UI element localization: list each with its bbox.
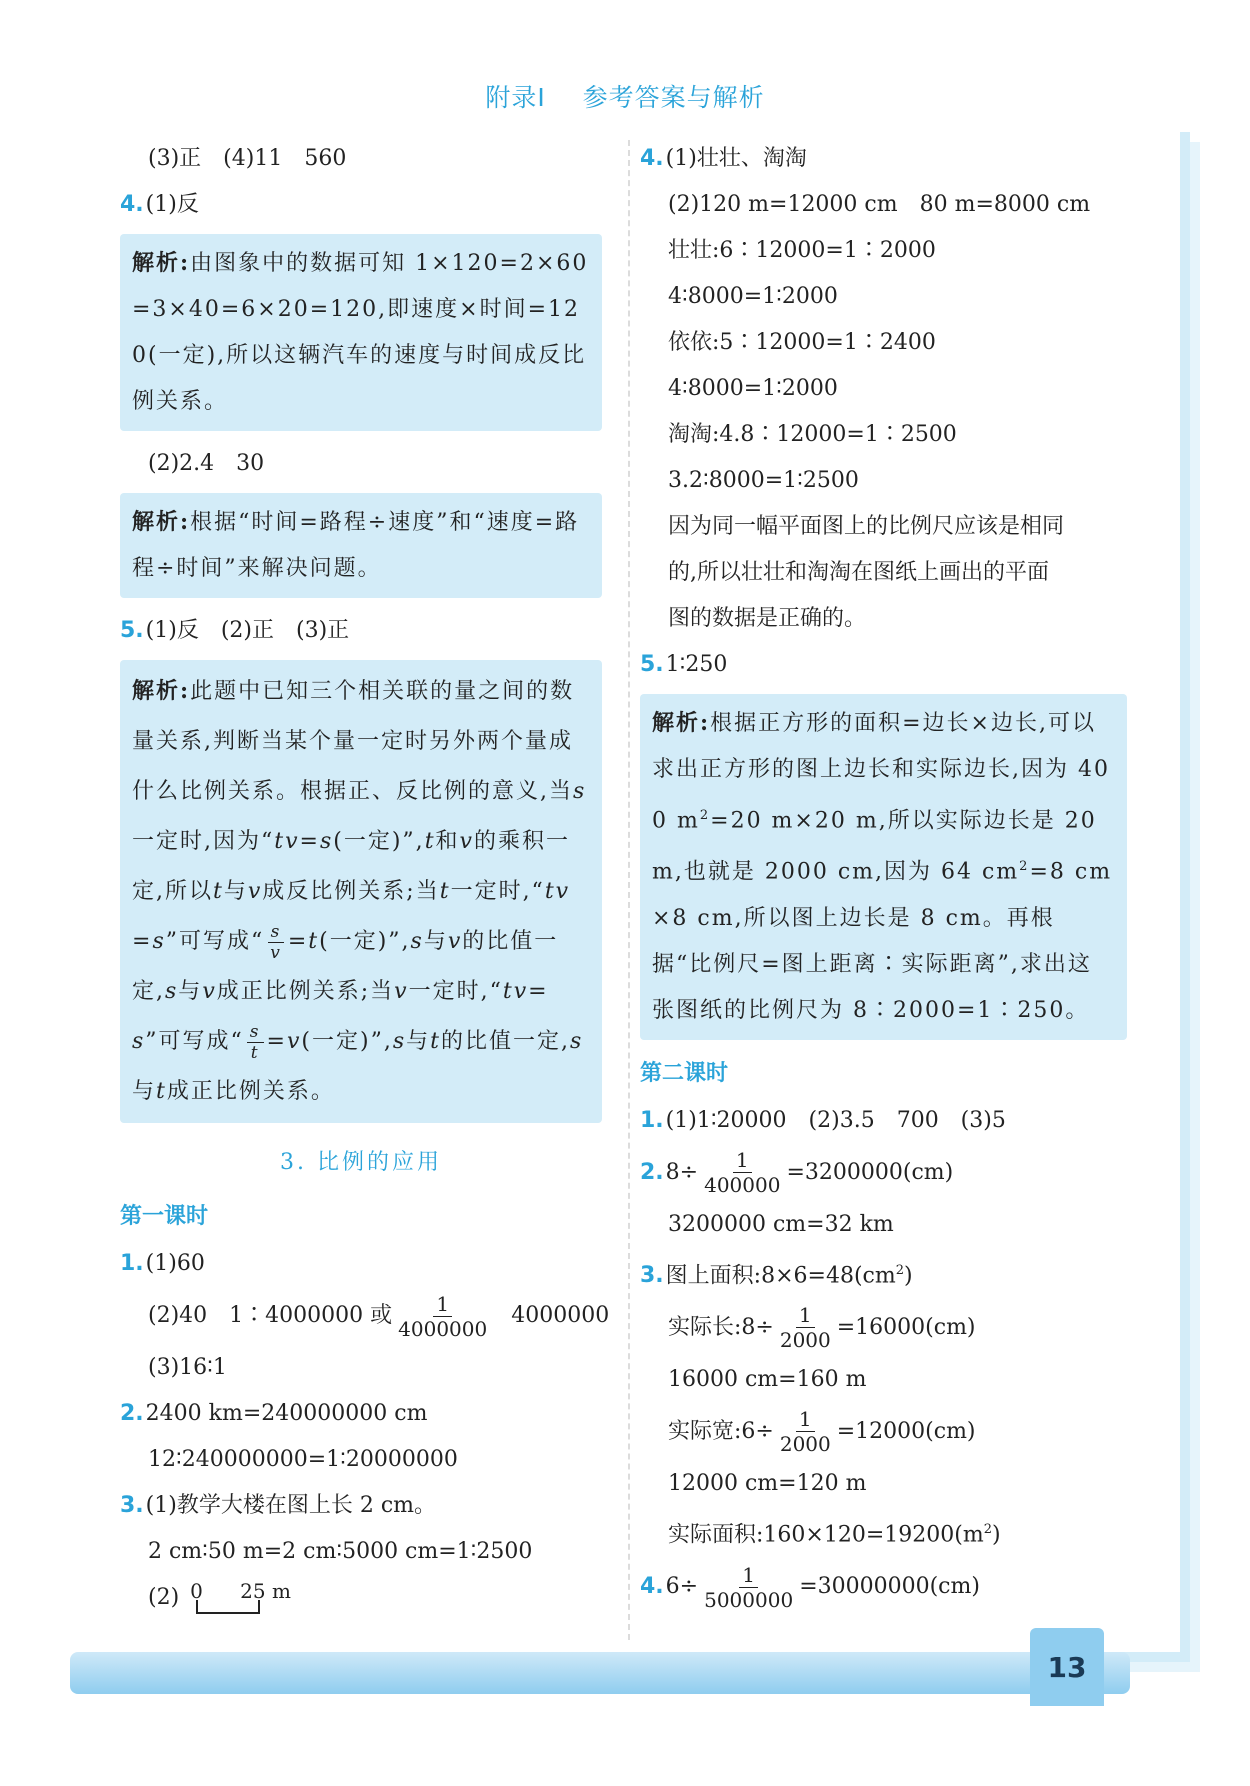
var-t: t <box>213 879 224 904</box>
var-s: s <box>132 1029 146 1054</box>
fraction-numerator: 1 <box>739 1563 758 1588</box>
scale-label-zero: 0 <box>190 1579 203 1603</box>
explanation-text: 和 <box>435 829 460 854</box>
answer-line: 16000 cm=160 m <box>668 1366 867 1392</box>
question-5 <box>640 642 1127 688</box>
fraction <box>267 922 285 963</box>
question-number: 2. <box>120 1401 144 1426</box>
explanation-text: 成反比例关系;当 <box>262 879 440 904</box>
explanation-text: (一定)”, <box>301 1029 393 1054</box>
answer-text: 8÷ <box>665 1159 699 1185</box>
answer-text: 实际宽:6÷ <box>668 1418 774 1444</box>
var-v: v <box>394 979 409 1004</box>
question-number: 4. <box>640 1574 664 1600</box>
question-number: 3. <box>120 1493 144 1518</box>
explanation-text: 根据“时间=路程÷速度”和“速度=路程÷时间”来解决问题。 <box>132 510 580 581</box>
explanation-text: 的乘积一定,所以 <box>132 829 570 904</box>
explanation-label: 解析: <box>132 250 191 276</box>
answer-text: (1)1∶20000 (2)3.5 700 (3)5 <box>665 1107 1006 1133</box>
superscript: 2 <box>1019 859 1030 875</box>
answer-line: 因为同一幅平面图上的比例尺应该是相同 <box>668 514 1065 539</box>
var-t: t <box>430 1029 441 1054</box>
explanation-text: 与 <box>178 979 203 1004</box>
explanation-text: (一定)”, <box>333 829 425 854</box>
answer-line <box>120 1575 602 1621</box>
var-s: s <box>152 929 166 954</box>
var-s: s <box>165 979 179 1004</box>
var-s: s <box>392 1029 407 1054</box>
answer-line: 依依:5∶12000=1∶2400 <box>668 330 936 355</box>
question-number: 5. <box>640 652 664 677</box>
explanation-text: = <box>266 1029 287 1054</box>
answer-line: 的,所以壮壮和淘淘在图纸上画出的平面 <box>668 560 1049 585</box>
fraction-denominator: 4000000 <box>398 1316 488 1341</box>
answer-text: 4000000 <box>511 1303 610 1328</box>
header-title: 参考答案与解析 <box>582 83 765 112</box>
answer-text: ) <box>991 1522 1001 1548</box>
answer-line: 4∶8000=1∶2000 <box>668 284 838 309</box>
answer-text: 1∶250 <box>665 652 728 677</box>
answer-line: 淘淘:4.8∶12000=1∶2500 <box>668 422 957 447</box>
question-number: 1. <box>640 1107 664 1133</box>
question-number: 1. <box>120 1251 144 1276</box>
question-number: 4. <box>640 146 664 171</box>
explanation-text: ”可写成“ <box>165 929 265 954</box>
explanation-text: = <box>299 829 320 854</box>
question-4 <box>640 136 1127 182</box>
explanation-text: 成正比例关系;当 <box>216 979 395 1004</box>
question-2 <box>640 1144 1127 1202</box>
scale-bar <box>186 1579 291 1616</box>
page-number: 13 <box>1030 1628 1104 1706</box>
explanation-text: = <box>132 929 153 954</box>
explanation-box <box>120 234 602 431</box>
explanation-text: 由图象中的数据可知 1×120=2×60=3×40=6×20=120,即速度×时间=120(一定),所以这辆汽车的速度与时间成反比例关系。 <box>132 251 589 414</box>
var-tv: tv <box>544 879 571 904</box>
explanation-box <box>640 694 1127 1040</box>
lesson-heading: 第二课时 <box>640 1060 729 1086</box>
explanation-text: 的比值一定, <box>132 929 559 1004</box>
question-number: 4. <box>120 192 144 217</box>
explanation-text: 成正比例关系。 <box>166 1079 335 1104</box>
answer-text: (1)壮壮、淘淘 <box>665 146 807 171</box>
lesson-heading: 第一课时 <box>120 1204 209 1229</box>
answer-text: 实际长:8÷ <box>668 1314 774 1340</box>
fraction <box>777 1407 834 1456</box>
column-divider <box>628 140 630 1640</box>
answer-text: (1)60 <box>145 1251 205 1276</box>
question-4 <box>120 182 602 228</box>
fraction <box>701 1148 783 1197</box>
explanation-text: =8 cm×8 cm,所以图上边长是 8 cm。再根据“比例尺=图上距离∶实际距离”,求出这张图纸的比例尺为 8∶2000=1∶250。 <box>652 859 1113 1023</box>
fraction-denominator: 400000 <box>704 1173 781 1198</box>
var-s: s <box>569 1029 584 1054</box>
fraction <box>395 1292 490 1341</box>
var-s: s <box>410 929 424 954</box>
explanation-label: 解析: <box>132 509 191 535</box>
answer-line: (3)16∶1 <box>148 1355 227 1380</box>
question-3 <box>640 1248 1127 1299</box>
answer-line: 12∶240000000=1∶20000000 <box>148 1447 458 1472</box>
var-t: t <box>308 929 320 954</box>
question-1 <box>120 1241 602 1287</box>
answer-text: (1)反 <box>145 192 199 217</box>
var-v: v <box>459 829 474 854</box>
var-v: v <box>447 929 463 954</box>
answer-line: 3.2∶8000=1∶2500 <box>668 468 859 493</box>
explanation-text: = <box>528 979 549 1004</box>
explanation-text: 与 <box>423 929 448 954</box>
superscript: 2 <box>983 1521 992 1537</box>
answer-line: 2 cm∶50 m=2 cm∶5000 cm=1∶2500 <box>148 1539 533 1564</box>
var-t: t <box>439 879 451 904</box>
right-column <box>640 136 1127 1616</box>
section-title: 3. 比例的应用 <box>280 1150 442 1175</box>
superscript: 2 <box>699 808 711 823</box>
fraction <box>777 1303 834 1352</box>
header-appendix: 附录Ⅰ <box>485 83 546 112</box>
fraction-numerator: 1 <box>733 1148 752 1173</box>
var-t: t <box>156 1079 167 1104</box>
answer-text: (1)教学大楼在图上长 2 cm。 <box>145 1493 437 1518</box>
fraction-numerator: 1 <box>796 1407 815 1432</box>
fraction-denominator: 2000 <box>779 1328 831 1353</box>
answer-line: 3200000 cm=32 km <box>668 1211 894 1237</box>
fraction-numerator: s <box>270 921 282 942</box>
answer-text: =3200000(cm) <box>786 1159 954 1185</box>
page-header <box>0 78 1250 114</box>
fraction <box>247 1022 264 1063</box>
answer-line: 4∶8000=1∶2000 <box>668 376 838 401</box>
answer-text: ) <box>904 1262 913 1288</box>
var-tv: tv <box>502 979 529 1004</box>
fraction-denominator: t <box>250 1042 260 1063</box>
fraction-numerator: s <box>249 1021 261 1042</box>
fraction-denominator: 5000000 <box>704 1587 794 1612</box>
explanation-text: 与 <box>406 1029 431 1054</box>
scale-line <box>196 1600 260 1614</box>
fraction-denominator: v <box>270 942 282 963</box>
question-2 <box>120 1391 602 1437</box>
answer-text: (2) <box>148 1585 180 1610</box>
answer-text: 图上面积:8×6=48(cm <box>665 1262 896 1288</box>
answer-text: (1)反 (2)正 (3)正 <box>145 618 350 643</box>
question-number: 3. <box>640 1262 664 1288</box>
explanation-text: =20 m×20 m,所以实际边长是 20 m,也就是 2000 cm,因为 64 cm <box>652 808 1097 885</box>
explanation-box <box>120 660 602 1123</box>
answer-text: 实际面积:160×120=19200(m <box>668 1522 984 1548</box>
answer-text: =12000(cm) <box>836 1418 976 1444</box>
question-number: 2. <box>640 1159 664 1185</box>
answer-line: 12000 cm=120 m <box>668 1470 867 1496</box>
answer-line: (2)2.4 30 <box>148 451 265 476</box>
explanation-text: 一定时,因为“ <box>132 829 275 854</box>
explanation-text: (一定)”, <box>319 929 411 954</box>
answer-text: =30000000(cm) <box>799 1574 980 1600</box>
answer-text: 2400 km=240000000 cm <box>145 1401 428 1426</box>
fraction-denominator: 2000 <box>779 1432 831 1457</box>
var-tv: tv <box>274 829 300 854</box>
explanation-text: 与 <box>223 879 248 904</box>
var-s: s <box>319 829 334 854</box>
answer-line <box>120 1287 610 1345</box>
explanation-text: 与 <box>132 1079 157 1104</box>
explanation-label: 解析: <box>652 710 711 736</box>
var-v: v <box>286 1029 302 1054</box>
explanation-text: ”可写成“ <box>145 1029 244 1054</box>
explanation-label: 解析: <box>132 678 191 704</box>
explanation-text: 一定时,“ <box>450 879 545 904</box>
fraction <box>701 1563 796 1612</box>
var-v: v <box>202 979 217 1004</box>
question-number: 5. <box>120 618 144 643</box>
question-4-lesson2 <box>640 1558 1127 1616</box>
answer-line: 图的数据是正确的。 <box>668 606 867 631</box>
answer-line <box>640 1507 1127 1558</box>
answer-line: (2)120 m=12000 cm 80 m=8000 cm <box>668 192 1091 217</box>
scale-label-25m: 25 m <box>240 1579 291 1603</box>
fraction-numerator: 1 <box>433 1292 452 1317</box>
explanation-text: 的比值一定, <box>440 1029 570 1054</box>
question-5 <box>120 608 602 654</box>
answer-line: (3)正 (4)11 560 <box>148 146 347 171</box>
explanation-text: = <box>287 929 309 954</box>
left-column <box>120 136 610 1621</box>
bottom-band <box>70 1652 1130 1694</box>
explanation-box <box>120 493 602 598</box>
superscript: 2 <box>895 1262 904 1278</box>
explanation-text: 此题中已知三个相关联的量之间的数量关系,判断当某个量一定时另外两个量成什么比例关系。根据正、反比例的意义,当 <box>132 679 575 804</box>
explanation-text: 根据正方形的面积=边长×边长,可以求出正方形的图上边长和实际边长,因为 400 m <box>652 711 1110 834</box>
answer-text: (2)40 1∶4000000 或 <box>148 1303 393 1328</box>
answer-line <box>640 1299 1127 1357</box>
answer-line <box>640 1403 1127 1461</box>
answer-text: =16000(cm) <box>836 1314 976 1340</box>
var-s: s <box>573 779 587 804</box>
var-v: v <box>247 879 263 904</box>
question-3 <box>120 1483 602 1529</box>
answer-line: 壮壮:6∶12000=1∶2000 <box>668 238 936 263</box>
explanation-text: 一定时,“ <box>408 979 503 1004</box>
answer-text: 6÷ <box>665 1574 699 1600</box>
question-1 <box>640 1098 1127 1144</box>
fraction-numerator: 1 <box>796 1303 815 1328</box>
var-t: t <box>424 829 436 854</box>
